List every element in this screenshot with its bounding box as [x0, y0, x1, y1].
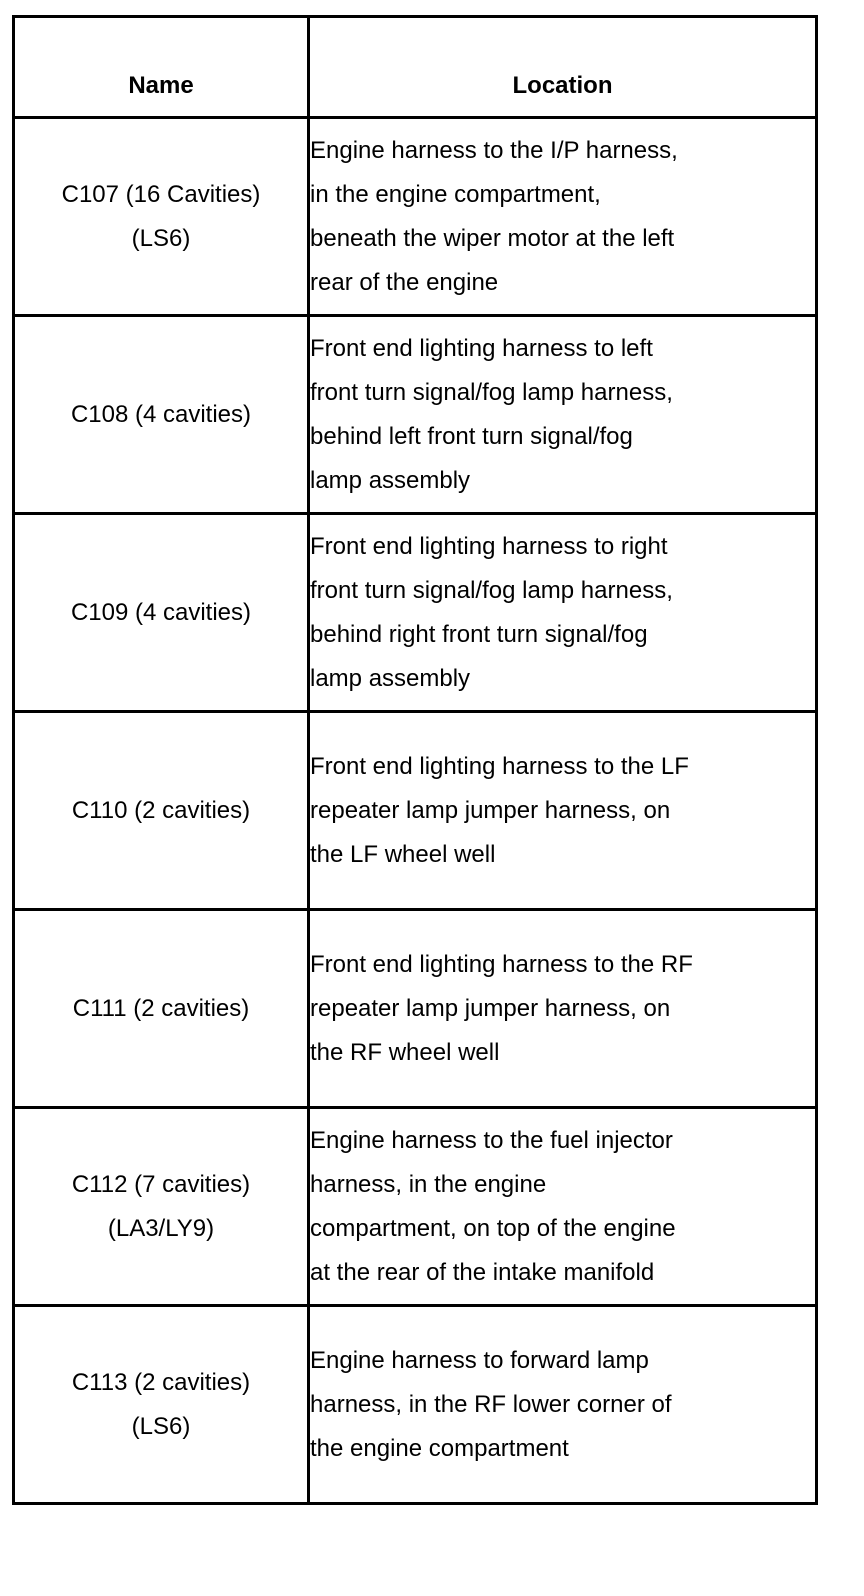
connector-location-cell [309, 514, 817, 712]
connector-location-line: compartment, on top of the engine [310, 1214, 676, 1242]
connector-name-cell [14, 118, 309, 316]
connector-location-line: Front end lighting harness to left [310, 334, 653, 362]
connector-location-line: Engine harness to forward lamp [310, 1346, 649, 1374]
connector-name-line: C110 (2 cavities) [71, 796, 251, 824]
connector-location-line: Front end lighting harness to right [310, 532, 668, 560]
table-row [14, 712, 817, 910]
connector-table [12, 15, 818, 1505]
connector-name-line: (LS6) [131, 224, 191, 252]
connector-location-line: front turn signal/fog lamp harness, [310, 576, 673, 604]
connector-location-line: the RF wheel well [310, 1038, 500, 1066]
connector-location-line: harness, in the RF lower corner of [310, 1390, 672, 1418]
connector-location-cell [309, 712, 817, 910]
connector-location-cell [309, 910, 817, 1108]
connector-location-cell [309, 1306, 817, 1504]
header-row [14, 17, 817, 118]
connector-name-line: C111 (2 cavities) [72, 994, 250, 1022]
connector-name-line: C108 (4 cavities) [70, 400, 252, 428]
table-row [14, 316, 817, 514]
connector-location-line: the engine compartment [310, 1434, 569, 1462]
connector-location-line: lamp assembly [310, 466, 471, 494]
connector-location-line: in the engine compartment, [310, 180, 601, 208]
connector-location-line: Front end lighting harness to the LF [310, 752, 689, 780]
connector-location-line: harness, in the engine [310, 1170, 547, 1198]
connector-name-line: C109 (4 cavities) [70, 598, 252, 626]
connector-location-line: repeater lamp jumper harness, on [310, 994, 671, 1022]
connector-location-line: Front end lighting harness to the RF [310, 950, 693, 978]
connector-name-line: (LS6) [131, 1412, 191, 1440]
connector-name-line: C112 (7 cavities) [71, 1170, 251, 1198]
connector-location-line: beneath the wiper motor at the left [310, 224, 675, 252]
connector-location-cell [309, 316, 817, 514]
connector-location-cell [309, 1108, 817, 1306]
connector-location-line: Engine harness to the I/P harness, [310, 136, 678, 164]
table-row [14, 514, 817, 712]
connector-location-line: front turn signal/fog lamp harness, [310, 378, 673, 406]
connector-name-line: (LA3/LY9) [107, 1214, 215, 1242]
table-row [14, 910, 817, 1108]
connector-name-cell [14, 910, 309, 1108]
connector-location-line: behind left front turn signal/fog [310, 422, 633, 450]
connector-name-line: C107 (16 Cavities) [61, 180, 261, 208]
connector-name-line: C113 (2 cavities) [71, 1368, 251, 1396]
connector-location-line: behind right front turn signal/fog [310, 620, 648, 648]
table-row [14, 1306, 817, 1504]
connector-name-cell [14, 712, 309, 910]
connector-name-cell [14, 1306, 309, 1504]
table-row [14, 118, 817, 316]
connector-location-line: at the rear of the intake manifold [310, 1258, 655, 1286]
connector-name-cell [14, 1108, 309, 1306]
connector-location-line: lamp assembly [310, 664, 471, 692]
connector-location-line: Engine harness to the fuel injector [310, 1126, 673, 1154]
name-column-header: Name [14, 17, 309, 118]
table-row [14, 1108, 817, 1306]
connector-location-line: rear of the engine [310, 268, 499, 296]
connector-name-cell [14, 514, 309, 712]
connector-location-cell [309, 118, 817, 316]
connector-name-cell [14, 316, 309, 514]
location-column-header: Location [309, 17, 817, 118]
connector-location-line: the LF wheel well [310, 840, 496, 868]
connector-location-line: repeater lamp jumper harness, on [310, 796, 671, 824]
